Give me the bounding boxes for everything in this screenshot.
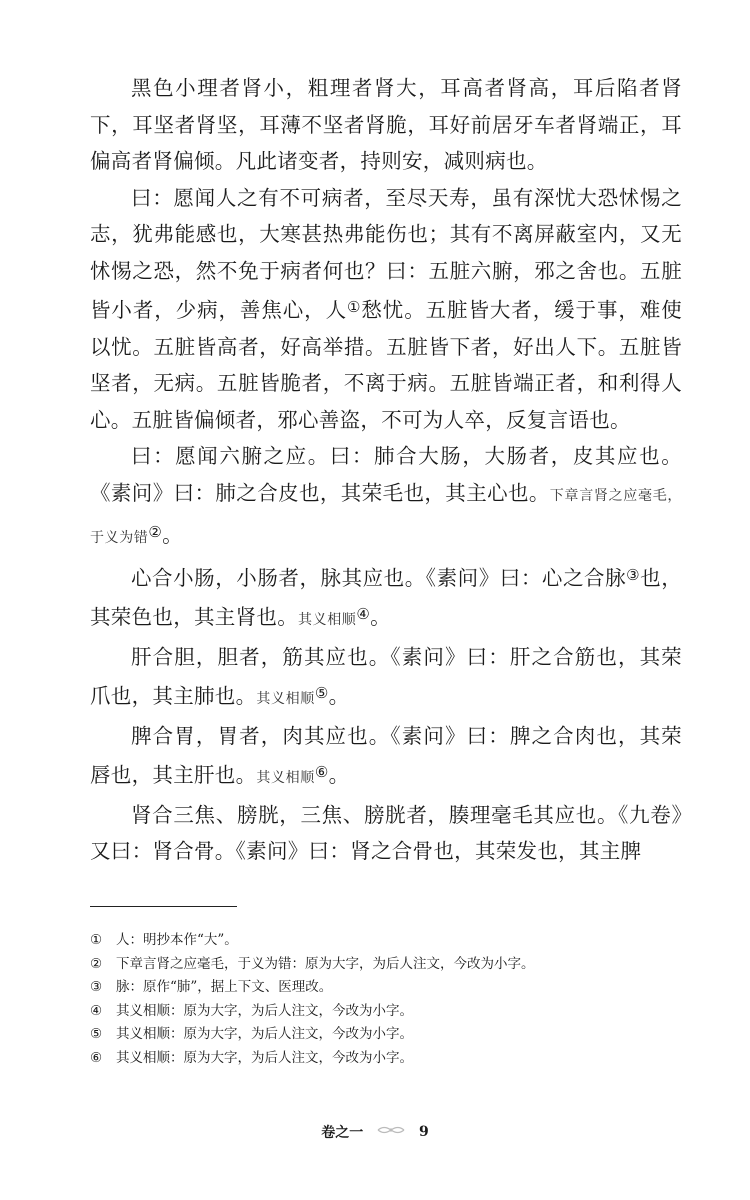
text-run: 。 [328, 684, 350, 708]
footnote-ref[interactable]: ④ [356, 605, 371, 623]
footnote-text: 其义相顺：原为大字，为后人注文，今改为小字。 [116, 1026, 413, 1042]
text-run: 曰：愿闻六腑之应。曰：肺合大肠，大肠者，皮其应也。《素问》曰：肺之合皮也，其荣毛也，其主心也。 [90, 444, 682, 505]
text-run: 曰：愿闻人之有不可病者，至尽天寿，虽有深忧大恐怵惕之志，犹弗能感也，大寒甚热弗能伤也；其有不离屏蔽室内，又无怵惕之恐，然不免于病者何也？曰：五脏六腑，邪之舍也。五脏皆小者，少病，善焦心，人 [90, 185, 682, 322]
footnote-text: 下章言肾之应毫毛，于义为错：原为大字，为后人注文，今改为小字。 [116, 955, 535, 972]
annotation-note: 其义相顺 [298, 612, 357, 628]
text-run: 肝合胆，胆者，筋其应也。《素问》曰：肝之合筋也，其荣爪也，其主肺也。 [90, 644, 682, 708]
footnote-ref[interactable]: ① [347, 298, 362, 316]
paragraph [90, 180, 682, 439]
footnote-item [90, 1023, 690, 1047]
text-run: 心合小肠，小肠者，脉其应也。《素问》曰：心之合脉 [131, 565, 627, 590]
page-footer [0, 1122, 750, 1142]
footnote-item [90, 976, 690, 1000]
text-run: 也，其荣色也，其主肾也。 [90, 565, 682, 629]
volume-label: 卷之一 [321, 1125, 364, 1141]
ornament-icon [376, 1124, 406, 1140]
footnotes [90, 929, 690, 1070]
footnote-item [90, 1000, 690, 1024]
text-run: 。 [328, 763, 350, 787]
annotation-note: 其义相顺 [256, 770, 315, 786]
footnote-text: 人：明抄本作“大”。 [116, 932, 238, 948]
footnote-text: 脉：原作“肺”，据上下文、医理改。 [116, 979, 333, 995]
footnote-item [90, 929, 690, 953]
footnote-number: ③ [90, 979, 103, 995]
footnote-item [90, 953, 690, 977]
footnote-text: 其义相顺：原为大字，为后人注文，今改为小字。 [116, 1049, 413, 1066]
text-run: 愁忧。五脏皆大者，缓于事，难使以忧。五脏皆高者，好高举措。五脏皆下者，好出人下。五脏皆坚者，无病。五脏皆脆者，不离于病。五脏皆端正者，和利得人心。五脏皆偏倾者，邪心善盗，不可为人卒，反复言语也。 [90, 298, 683, 432]
footnote-divider [90, 906, 237, 907]
footnote-item [90, 1047, 690, 1071]
paragraph [90, 797, 682, 870]
footnote-text: 其义相顺：原为大字，为后人注文，今改为小字。 [116, 1002, 413, 1019]
paragraph [90, 438, 682, 557]
paragraph [90, 557, 682, 639]
footnote-number: ⑥ [90, 1049, 103, 1066]
footnote-number: ② [90, 955, 103, 972]
text-run: 。 [370, 605, 391, 629]
footnote-ref[interactable]: ③ [626, 565, 641, 584]
annotation-note: 下章言肾之应毫毛，于义为错 [90, 487, 682, 546]
footnote-ref[interactable]: ② [148, 523, 163, 541]
page-number: 9 [419, 1124, 429, 1140]
paragraph [90, 639, 682, 718]
paragraph [90, 70, 682, 180]
annotation-note: 其义相顺 [256, 691, 315, 707]
text-run: 。 [162, 523, 183, 547]
footnote-number: ① [90, 932, 103, 948]
footnote-number: ⑤ [90, 1026, 103, 1042]
text-run: 肾合三焦、膀胱，三焦、膀胱者，腠理毫毛其应也。《九卷》又曰：肾合骨。《素问》曰：肾之合骨也，其荣发也，其主脾 [90, 802, 682, 863]
paragraph [90, 718, 682, 797]
main-text [90, 70, 682, 870]
footnote-ref[interactable]: ⑥ [314, 763, 329, 781]
text-run: 脾合胃，胃者，肉其应也。《素问》曰：脾之合肉也，其荣唇也，其主肝也。 [90, 723, 682, 787]
text-run: 黑色小理者肾小，粗理者肾大，耳高者肾高，耳后陷者肾下，耳坚者肾坚，耳薄不坚者肾脆，耳好前居牙车者肾端正，耳偏高者肾偏倾。凡此诸变者，持则安，减则病也。 [90, 76, 682, 173]
footnote-number: ④ [90, 1002, 103, 1019]
footnote-ref[interactable]: ⑤ [314, 684, 329, 702]
